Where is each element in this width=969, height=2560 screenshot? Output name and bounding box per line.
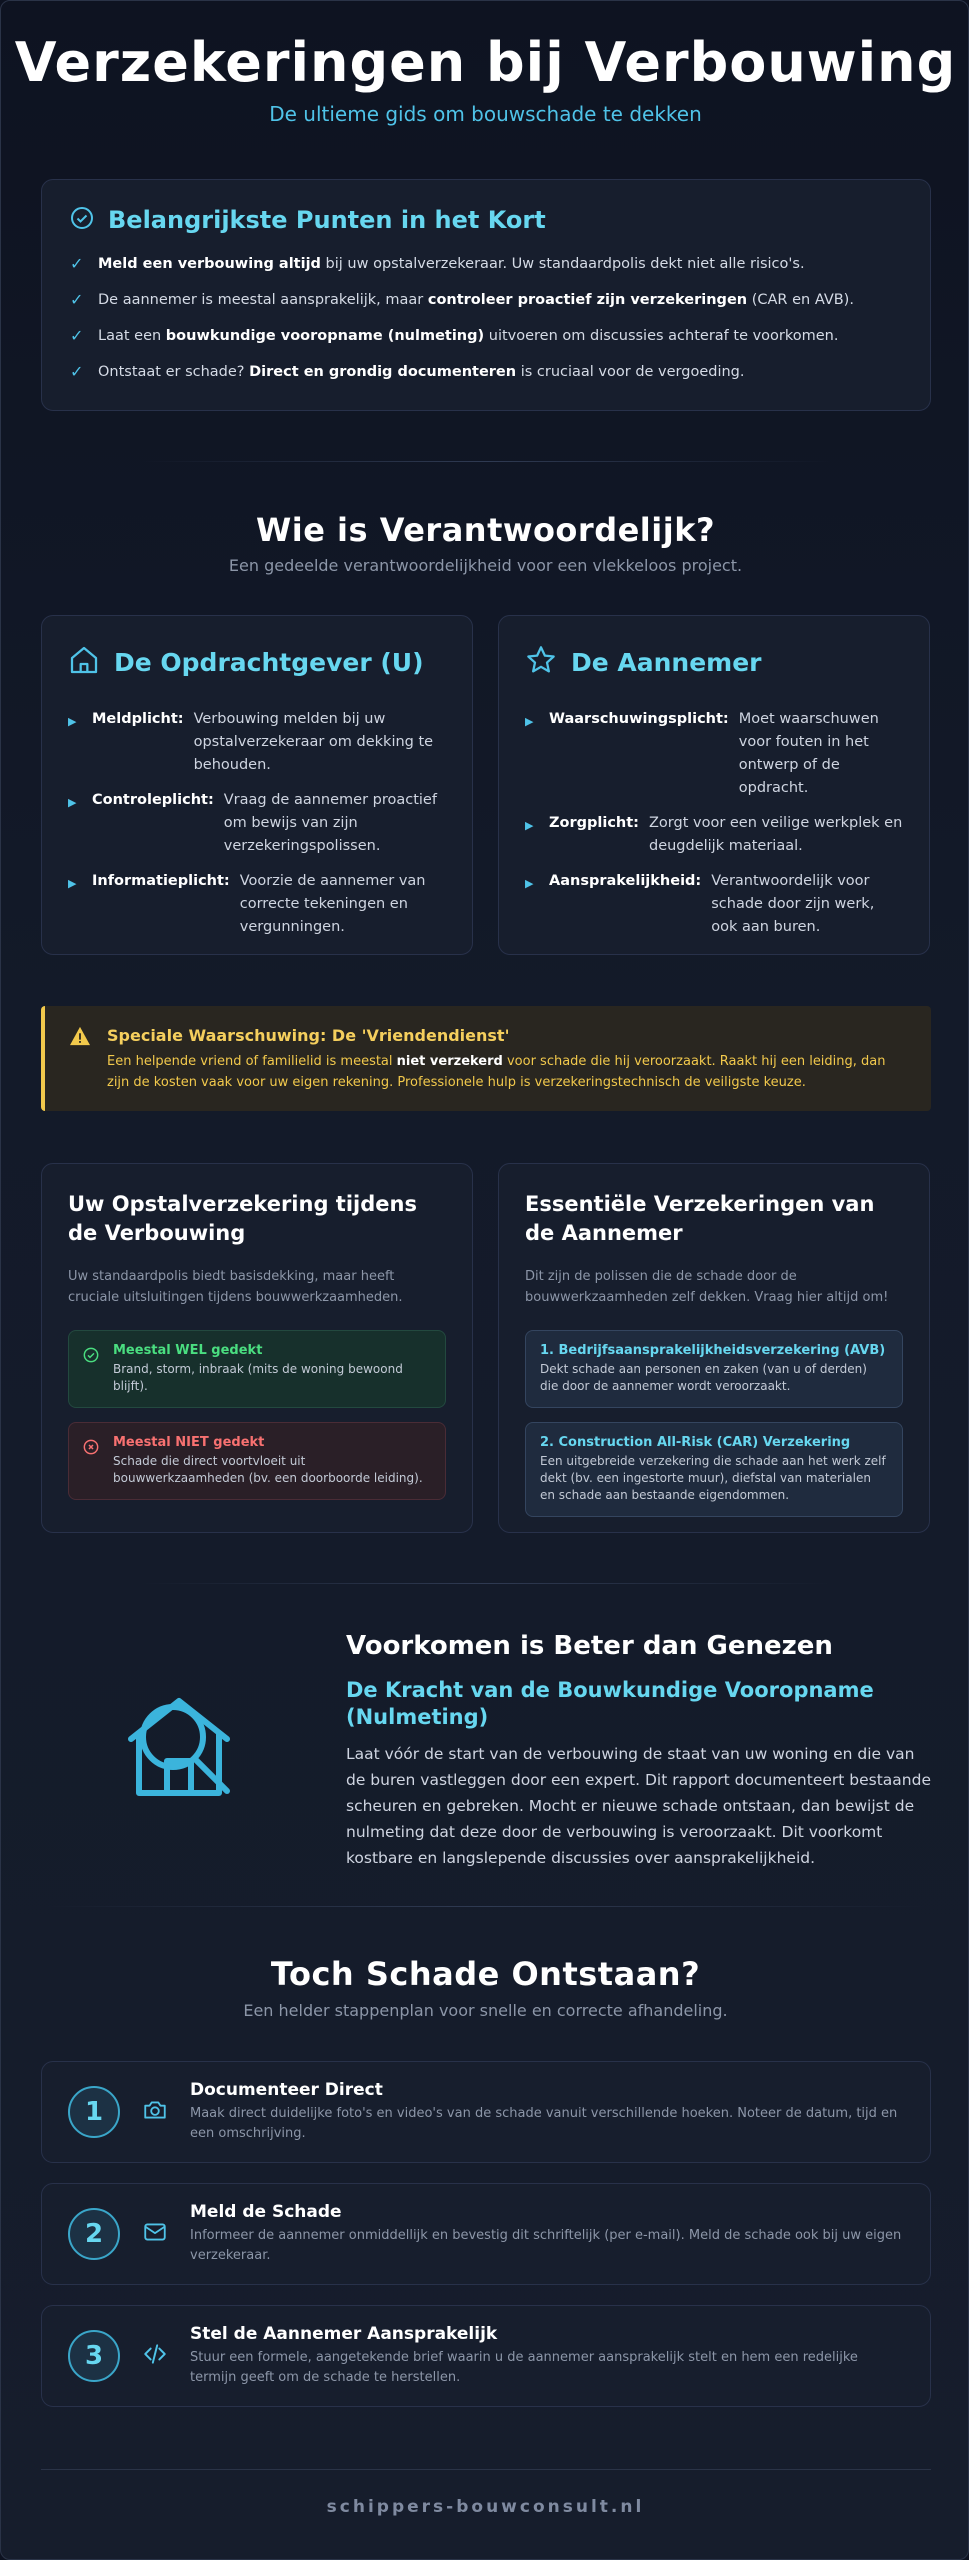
page-title: Verzekeringen bij Verbouwing: [14, 31, 957, 94]
list-item: ▶ Informatieplicht: Voorzie de aannemer van correcte tekeningen en vergunningen.: [68, 870, 446, 939]
prevention-subtitle: De Kracht van de Bouwkundige Vooropname (Nulmeting): [346, 1678, 874, 1729]
footer-link[interactable]: schippers-bouwconsult.nl: [326, 2497, 645, 2517]
contractor-insurance-card: [498, 1163, 930, 1533]
responsibility-title: Wie is Verantwoordelijk?: [255, 511, 716, 549]
list-item: ▶ Controleplicht: Vraag de aannemer proactief om bewijs van zijn verzekeringspolissen.: [68, 789, 446, 858]
insurance-item: 2. Construction All-Risk (CAR) Verzekering Een uitgebreide verzekering die schade aan het werk zelf dekt (bv. een ingestorte muur), diefstal van materialen en schade aan bestaande eigendommen.: [525, 1422, 903, 1517]
step-text: Informeer de aannemer onmiddellijk en bevestig dit schriftelijk (per e-mail). Meld de schade ook bij uw eigen verzekeraar.: [190, 2228, 902, 2263]
client-card: [41, 615, 473, 955]
key-point-item: ✓ De aannemer is meestal aansprakelijk, maar controleer proactief zijn verzekeringen (CAR en AVB).: [70, 290, 854, 309]
section-divider: [141, 1583, 831, 1584]
step-card: [41, 2305, 931, 2407]
list-item: ▶ Aansprakelijkheid: Verantwoordelijk voor schade door zijn werk, ook aan buren.: [525, 870, 903, 939]
x-circle-icon: [83, 1435, 99, 1487]
page-subtitle: De ultieme gids om bouwschade te dekken: [269, 102, 702, 126]
step-card: [41, 2061, 931, 2163]
step-card: [41, 2183, 931, 2285]
covered-text: Brand, storm, inbraak (mits de woning bewoond blijft).: [113, 1362, 403, 1393]
code-icon: [142, 2341, 168, 2371]
prevention-text: Laat vóór de start van de verbouwing de staat van uw woning en die van de buren vastleggen door een expert. Dit rapport documenteert bestaande scheuren en gebreken. Mocht er nieuwe schade ontstaan, dan bewijst de nulmeting dat deze door de verbouwing is veroorzaakt. Dit voorkomt kostbare en langslepende discussies over aansprakelijkheid.: [346, 1745, 931, 1867]
triangle-bullet-icon: ▶: [525, 715, 534, 728]
contractor-insurance-desc: Dit zijn de polissen die de schade door de bouwwerkzaamheden zelf dekken. Vraag hier altijd om!: [525, 1269, 889, 1305]
triangle-bullet-icon: ▶: [525, 819, 534, 832]
damage-subtitle: Een helder stappenplan voor snelle en correcte afhandeling.: [243, 2001, 728, 2020]
check-circle-icon: [70, 206, 94, 234]
footer-divider: [41, 2469, 931, 2470]
warning-callout: [41, 1006, 931, 1111]
step-number: 2: [68, 2208, 120, 2260]
step-number: 1: [68, 2086, 120, 2138]
contractor-card: [498, 615, 930, 955]
warning-title: Speciale Waarschuwing: De 'Vriendendienst': [107, 1026, 510, 1045]
own-insurance-title: Uw Opstalverzekering tijdens de Verbouwing: [68, 1192, 417, 1245]
list-item: ▶ Meldplicht: Verbouwing melden bij uw opstalverzekeraar om dekking te behouden.: [68, 708, 446, 777]
insurance-item: 1. Bedrijfsaansprakelijkheidsverzekering (AVB) Dekt schade aan personen en zaken (van u of derden) die door de aannemer wordt veroorzaakt.: [525, 1330, 903, 1408]
triangle-bullet-icon: ▶: [68, 796, 77, 809]
warning-text: Een helpende vriend of familielid is meestal niet verzekerd voor schade die hij veroorzaakt. Raakt hij een leiding, dan zijn de kosten vaak voor uw eigen rekening. Professionele hulp is verzekeringstechnisch de veiligste keuze.: [107, 1054, 886, 1090]
step-number: 3: [68, 2330, 120, 2382]
list-item: ▶ Waarschuwingsplicht: Moet waarschuwen voor fouten in het ontwerp of de opdracht.: [525, 708, 903, 800]
covered-box: [68, 1330, 446, 1408]
section-divider: [41, 1906, 931, 1907]
own-insurance-card: [41, 1163, 473, 1533]
triangle-bullet-icon: ▶: [68, 715, 77, 728]
not-covered-title: Meestal NIET gedekt: [113, 1435, 265, 1450]
step-title: Stel de Aannemer Aansprakelijk: [190, 2324, 498, 2344]
step-title: Meld de Schade: [190, 2202, 342, 2222]
key-point-item: ✓ Laat een bouwkundige vooropname (nulmeting) uitvoeren om discussies achteraf te voorkomen.: [70, 326, 839, 345]
triangle-bullet-icon: ▶: [525, 877, 534, 890]
check-icon: ✓: [70, 254, 84, 273]
check-icon: ✓: [70, 290, 84, 309]
check-icon: ✓: [70, 326, 84, 345]
section-divider: [141, 461, 831, 462]
damage-title: Toch Schade Ontstaan?: [270, 1955, 701, 1993]
step-text: Stuur een formele, aangetekende brief waarin u de aannemer aansprakelijk stelt en hem een redelijke termijn geeft om de schade te herstellen.: [190, 2350, 858, 2385]
contractor-insurance-title: Essentiële Verzekeringen van de Aannemer: [525, 1192, 875, 1245]
check-circle-icon: [83, 1343, 99, 1395]
responsibility-subtitle: Een gedeelde verantwoordelijkheid voor een vlekkeloos project.: [228, 556, 743, 575]
camera-icon: [142, 2097, 168, 2127]
star-icon: [525, 644, 557, 680]
step-title: Documenteer Direct: [190, 2080, 383, 2100]
warning-icon: [69, 1026, 91, 1091]
key-point-item: ✓ Ontstaat er schade? Direct en grondig documenteren is cruciaal voor de vergoeding.: [70, 362, 745, 381]
home-icon: [68, 644, 100, 680]
list-item: ▶ Zorgplicht: Zorgt voor een veilige werkplek en deugdelijk materiaal.: [525, 812, 903, 858]
covered-title: Meestal WEL gedekt: [113, 1343, 263, 1358]
check-icon: ✓: [70, 362, 84, 381]
contractor-title: De Aannemer: [571, 647, 762, 677]
prevention-title: Voorkomen is Beter dan Genezen: [346, 1631, 833, 1661]
step-text: Maak direct duidelijke foto's en video's van de schade vanuit verschillende hoeken. Noteer de datum, tijd en een omschrijving.: [190, 2106, 898, 2141]
key-points-card: [41, 179, 931, 411]
client-title: De Opdrachtgever (U): [114, 647, 424, 677]
triangle-bullet-icon: ▶: [68, 877, 77, 890]
own-insurance-desc: Uw standaardpolis biedt basisdekking, maar heeft cruciale uitsluitingen tijdens bouwwerkzaamheden.: [68, 1269, 403, 1305]
not-covered-text: Schade die direct voortvloeit uit bouwwerkzaamheden (bv. een doorboorde leiding).: [113, 1454, 423, 1485]
mail-icon: [142, 2219, 168, 2249]
not-covered-box: [68, 1422, 446, 1500]
key-point-item: ✓ Meld een verbouwing altijd bij uw opstalverzekeraar. Uw standaardpolis dekt niet alle risico's.: [70, 254, 805, 273]
house-search-icon: [121, 1689, 237, 1809]
key-points-title: Belangrijkste Punten in het Kort: [108, 206, 546, 234]
